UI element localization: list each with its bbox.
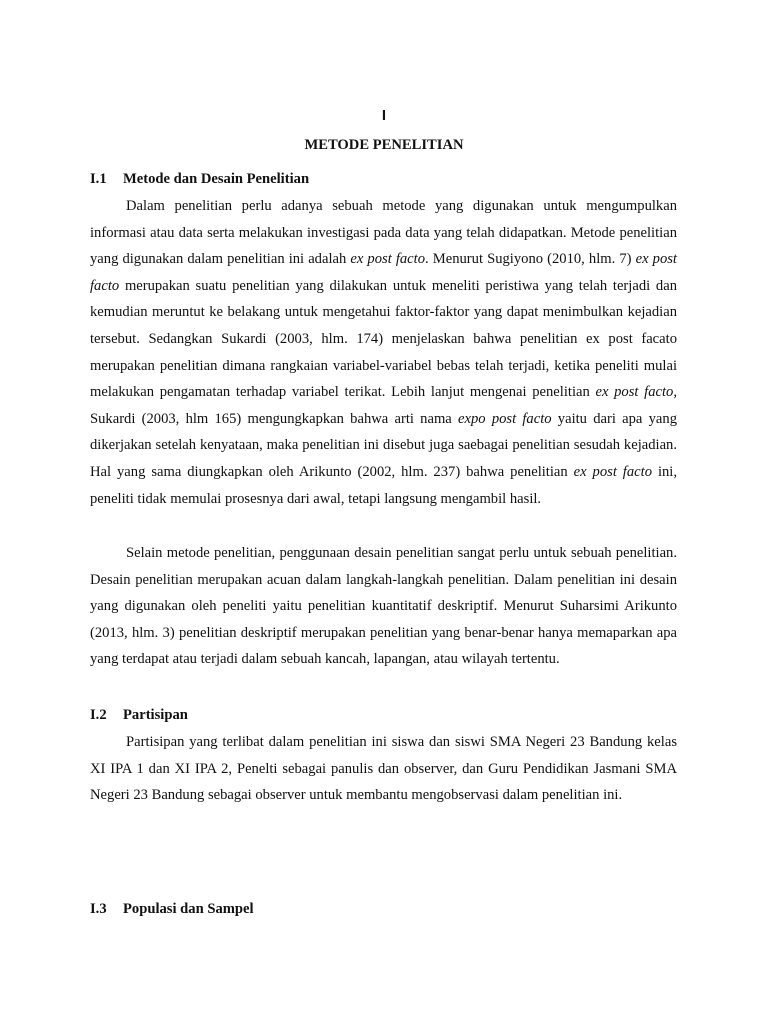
section-heading-1	[90, 169, 309, 189]
text-run: . Menurut Sugiyono (2010, hlm. 7)	[425, 251, 636, 268]
section-number: I.1	[90, 171, 107, 187]
text-run: Dalam penelitian perlu adanya sebuah metode yang digunakan untuk mengumpulkan informasi atau data serta melakukan investigasi pada data yang telah didapatkan. Metode penelitian yang digunakan dalam penelitian ini adalah	[90, 198, 677, 268]
section-heading-2	[90, 705, 188, 725]
text-run: merupakan suatu penelitian yang dilakukan untuk meneliti peristiwa yang telah terjadi dan kemudian meruntut ke belakang untuk mengetahui faktor-faktor yang dapat menimbulkan kejadian tersebut. Sedangkan Sukardi (2003, hlm. 174) menjelaskan bahwa penelitian ex post facato merupakan penelitian dimana rangkaian variabel-variabel bebas telah terjadi, ketika peneliti mulai melakukan pengamatan terhadap variabel terikat. Lebih lanjut mengenai penelitian	[90, 277, 677, 401]
chapter-number: I	[381, 107, 387, 124]
section-title: Partisipan	[123, 707, 188, 723]
italic-term: expo post facto	[458, 410, 552, 427]
section-title: Populasi dan Sampel	[123, 901, 254, 917]
section-heading-3	[90, 899, 254, 919]
section-title: Metode dan Desain Penelitian	[123, 171, 310, 187]
chapter-title: METODE PENELITIAN	[304, 137, 464, 153]
italic-term: ex post facto,	[595, 384, 677, 401]
text-run: Selain metode penelitian, penggunaan desain penelitian sangat perlu untuk sebuah penelitian. Desain penelitian merupakan acuan dalam langkah-langkah penelitian. Dalam penelitian ini desain yang digunakan oleh peneliti yaitu penelitian kuantitatif deskriptif. Menurut Suharsimi Arikunto (2013, hlm. 3) penelitian deskriptif merupakan penelitian yang benar-benar hanya memaparkan apa yang terdapat atau terjadi dalam sebuah kancah, lapangan, atau wilayah tertentu.	[90, 545, 677, 668]
text-run: ini, peneliti tidak memulai prosesnya dari awal, tetapi langsung mengambil hasil.	[90, 463, 677, 507]
paragraph-metode	[90, 193, 677, 512]
italic-term: ex post facto	[573, 463, 652, 480]
paragraph-desain	[90, 540, 677, 673]
section-number: I.3	[90, 901, 107, 917]
paragraph-partisipan	[90, 729, 677, 809]
italic-term: ex post facto	[90, 251, 677, 294]
text-run: Partisipan yang terlibat dalam penelitian ini siswa dan siswi SMA Negeri 23 Bandung kelas XI IPA 1 dan XI IPA 2, Penelti sebagai panulis dan observer, dan Guru Pendidikan Jasmani SMA Negeri 23 Bandung sebagai observer untuk membantu mengobservasi dalam penelitian ini.	[90, 734, 677, 804]
italic-term: ex post facto	[350, 251, 426, 268]
text-run: yaitu dari apa yang dikerjakan setelah kenyataan, maka penelitian ini disebut juga saebagai penelitian sesudah kejadian. Hal yang sama diungkapkan oleh Arikunto (2002, hlm. 237) bahwa penelitian	[90, 410, 677, 480]
text-run: Sukardi (2003, hlm 165) mengungkapkan bahwa arti nama	[90, 410, 459, 427]
section-number: I.2	[90, 707, 107, 723]
